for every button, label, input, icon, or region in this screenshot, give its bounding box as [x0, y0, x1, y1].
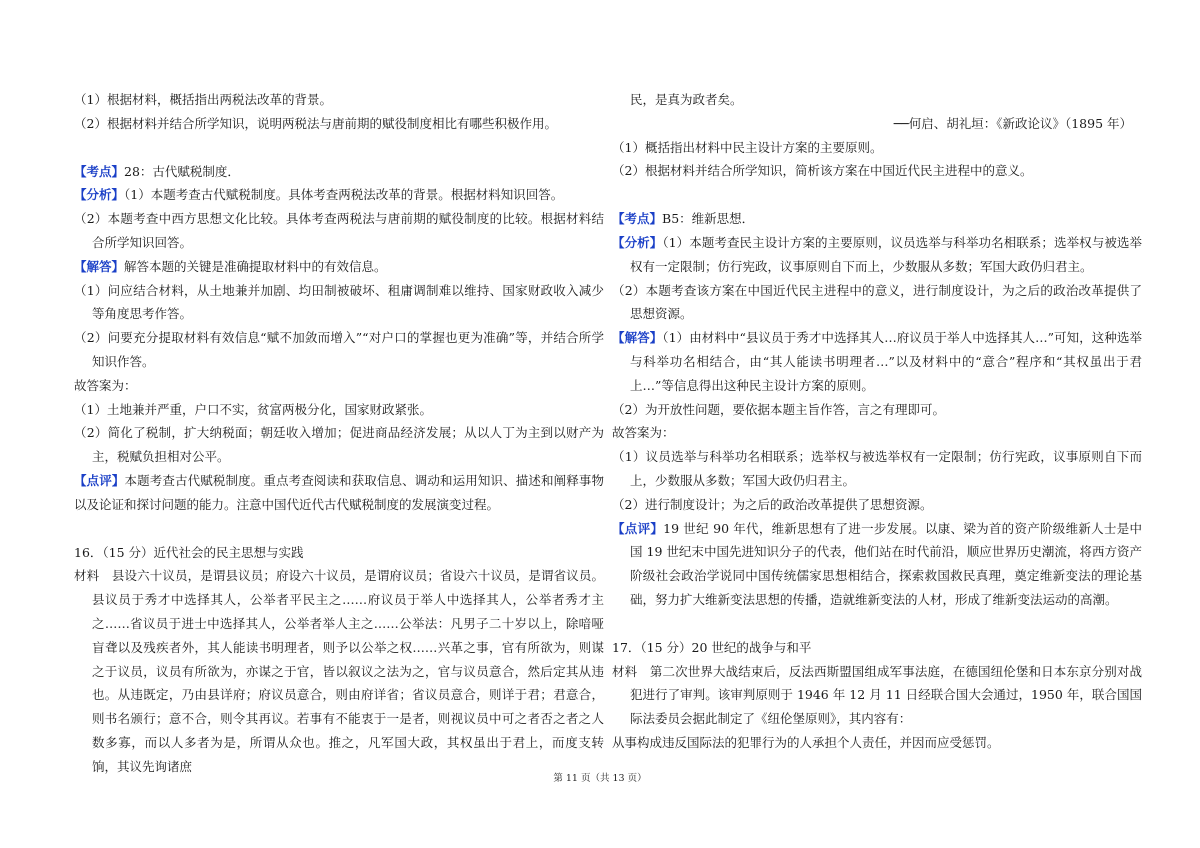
question-2-1: （1）根据材料，概括指出两税法改革的背景。: [74, 92, 332, 107]
left-column: [74, 88, 604, 779]
fenxi-line: [74, 183, 604, 207]
jieda-line: [74, 255, 604, 279]
dianping-text: 本题考查古代赋税制度。重点考查阅读和获取信息、调动和运用知识、描述和阐释事物以及论证和探讨问题的能力。注意中国代近代古代赋税制度的发展演变过程。: [74, 472, 604, 512]
question-2-2: （2）根据材料并结合所学知识，说明两税法与唐前期的赋役制度相比有哪些积极作用。: [74, 115, 557, 131]
question-16-title: 16．（15 分）近代社会的民主思想与实践: [74, 544, 304, 560]
page-footer: 第 11 页（共 13 页）: [553, 773, 647, 784]
material-continuation: 民，是真为政者矣。: [630, 92, 743, 107]
kaodian-line: [74, 160, 604, 184]
question-16-2: （2）根据材料并结合所学知识，简析该方案在中国近代民主进程中的意义。: [612, 163, 1033, 179]
spacer: [612, 183, 1142, 207]
fenxi-tag: 【分析】: [74, 187, 125, 203]
jieda-1: （1）问应结合材料，从土地兼并加剧、均田制被破坏、租庸调制难以维持、国家财政收入减少等角度思考作答。: [74, 282, 604, 322]
answer-label: 故答案为：: [74, 377, 137, 393]
question-17-line: 从事构成违反国际法的犯罪行为的人承担个人责任，并因而应受惩罚。: [612, 734, 1000, 750]
answer-2: （2）简化了税制，扩大纳税面；朝廷收入增加；促进商品经济发展；从以人丁为主到以财产为主，税赋负担相对公平。: [74, 425, 604, 465]
dianping-tag: 【点评】: [612, 520, 664, 536]
material-source: ──何启、胡礼垣：《新政论议》（1895 年）: [893, 115, 1132, 131]
spacer: [74, 517, 604, 541]
jieda-tag: 【解答】: [74, 258, 125, 274]
answer-1: （1）议员选举与科举功名相联系；选举权与被选举权有一定限制；仿行宪政，议事原则自下而上，少数服从多数；军国大政仍归君主。: [612, 449, 1142, 488]
dianping-text: 19 世纪 90 年代，维新思想有了进一步发展。以康、梁为首的资产阶级维新人士是中国 19 世纪末中国先进知识分子的代表，他们站在时代前沿，顺应世界历史潮流，将西方资产阶级社会政治学说同中国传统儒家思想相结合，探索救国救民真理，奠定维新变法的理论基础，努力扩大维新变法思想的传播，造就维新变法的人材，形成了维新变法运动的高潮。: [630, 520, 1142, 607]
jieda-text: 解答本题的关键是准确提取材料中的有效信息。: [124, 258, 387, 274]
spacer: [612, 612, 1142, 636]
question-17-title: 17．（15 分）20 世纪的战争与和平: [612, 639, 812, 655]
kaodian-tag: 【考点】: [74, 163, 125, 179]
answer-1: （1）土地兼并严重，户口不实，贫富两极分化，国家财政紧张。: [74, 401, 432, 417]
fenxi-text: （1）本题考查古代赋税制度。具体考查两税法改革的背景。根据材料知识回答。: [124, 187, 564, 203]
question-16-1: （1）概括指出材料中民主设计方案的主要原则。: [612, 139, 883, 155]
question-16-material: 材料 县设六十议员，是谓县议员；府设六十议员，是谓府议员；省设六十议员，是谓省议员。县议员于秀才中选择其人，公举者平民主之……府议员于举人中选择其人，公举者秀才主之……省议员于进士中选择其人，公举者举人主之……公举法：凡男子二十岁以上，除喑哑盲聋以及残疾者外，其人能读书明理者，则予以公举之权……兴革之事，官有所欲为，则谋之于议员，议员有所欲为，亦谋之于官，皆以叙议之法为之，官与议员意合，然后定其从违也。从违既定，乃由县详府；府议员意合，则由府详省；省议员意合，则详于君；君意合，则书名颁行；意不合，则令其再议。若事有不能衷于一是者，则视议员中可之者否之者之人数多寡，而以人多者为是，所谓从众也。推之，凡军国大政，其权虽出于君上，而度支转饷，其议先询诸庶: [74, 568, 604, 774]
jieda-2: （2）问要充分提取材料有效信息“赋不加敛而增入”“对户口的掌握也更为准确”等，并结合所学知识作答。: [74, 330, 604, 369]
jieda-line: [612, 326, 1142, 397]
right-column: [612, 88, 1142, 755]
jieda-text: （1）由材料中“县议员于秀才中选择其人…府议员于举人中选择其人…”可知，这种选举与科举功名相结合，由“其人能读书明理者…”以及材料中的“意合”程序和“其权虽出于君上…”等信息得出这种民主设计方案的原则。: [630, 330, 1142, 393]
fenxi-2: （2）本题考查中西方思想文化比较。具体考查两税法与唐前期的赋役制度的比较。根据材料结合所学知识回答。: [74, 211, 604, 250]
dianping-line: [612, 517, 1142, 612]
fenxi-2: （2）本题考查该方案在中国近代民主进程中的意义，进行制度设计，为之后的政治改革提供了思想资源。: [612, 282, 1142, 322]
fenxi-tag: 【分析】: [612, 234, 663, 250]
dianping-tag: 【点评】: [74, 472, 125, 488]
kaodian-text: 28：古代赋税制度．: [124, 163, 240, 179]
answer-label: 故答案为：: [612, 425, 675, 441]
jieda-tag: 【解答】: [612, 330, 663, 346]
dianping-line: [74, 469, 604, 517]
kaodian-tag: 【考点】: [612, 211, 663, 227]
kaodian-text: B5：维新思想．: [662, 211, 755, 227]
question-17-material: 材料 第二次世界大战结束后，反法西斯盟国组成军事法庭，在德国纽伦堡和日本东京分别对战犯进行了审判。该审判原则于 1946 年 12 月 11 日经联合国大会通过，1950 年，联合国国际法委员会据此制定了《纽伦堡原则》，其内容有：: [612, 663, 1142, 727]
spacer: [74, 136, 604, 160]
fenxi-line: [612, 231, 1142, 279]
fenxi-text: （1）本题考查民主设计方案的主要原则，议员选举与科举功名相联系；选举权与被选举权有一定限制；仿行宪政，议事原则自下而上，少数服从多数；军国大政仍归君主。: [630, 234, 1142, 274]
answer-2: （2）进行制度设计；为之后的政治改革提供了思想资源。: [612, 496, 933, 512]
kaodian-line: [612, 207, 1142, 231]
jieda-2: （2）为开放性问题，要依据本题主旨作答，言之有理即可。: [612, 401, 945, 417]
